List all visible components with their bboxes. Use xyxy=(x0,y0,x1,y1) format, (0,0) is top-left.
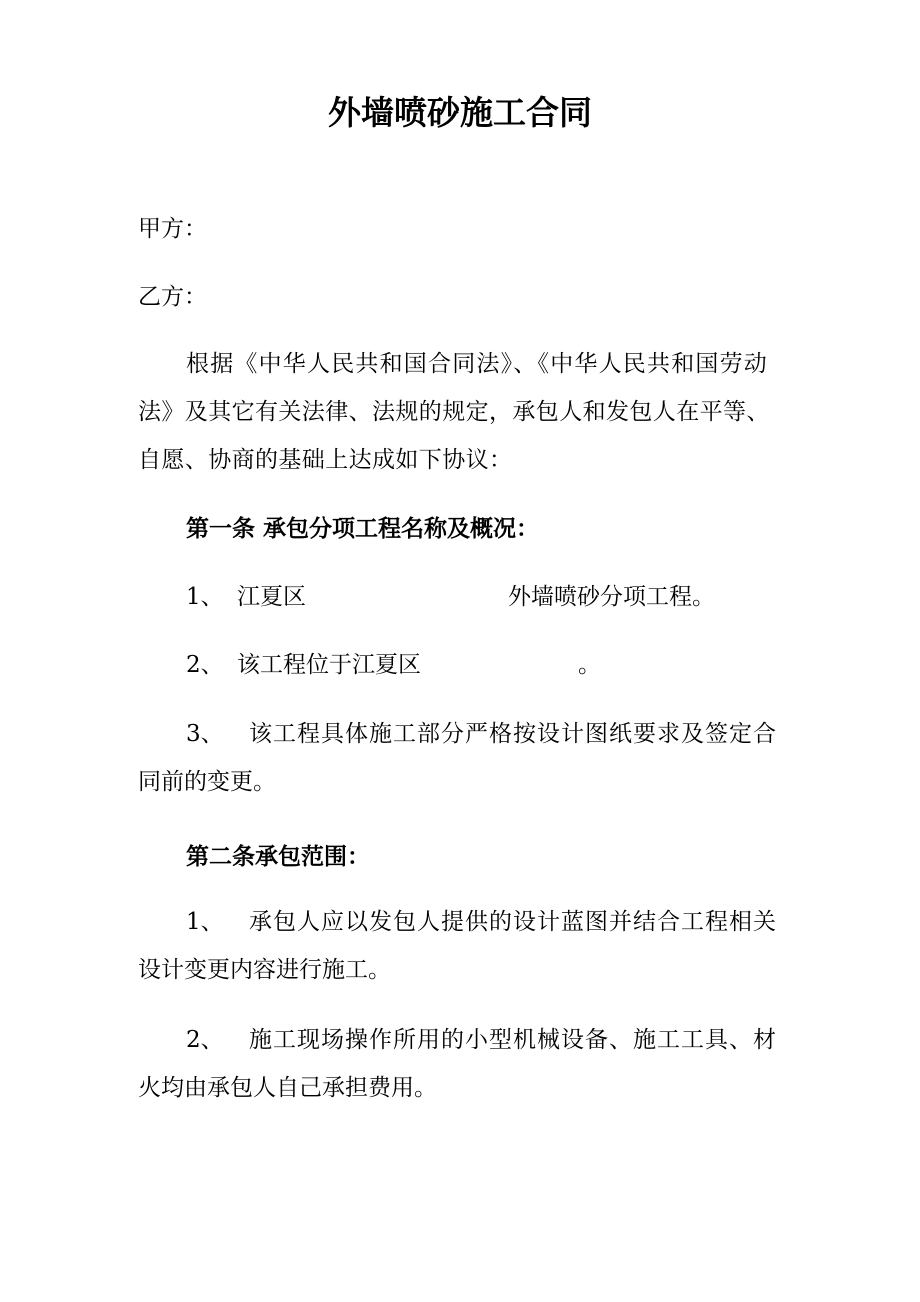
article-1-item-1-tail: 外墙喷砂分项工程。 xyxy=(508,584,715,610)
article-1-heading: 第一条 承包分项工程名称及概况： xyxy=(186,515,540,542)
preamble-line: 自愿、协商的基础上达成如下协议： xyxy=(138,447,513,473)
article-2-item-2-line: 火均由承包人自己承担费用。 xyxy=(138,1075,437,1101)
preamble-line: 根据《中华人民共和国合同法》、《中华人民共和国劳动 xyxy=(186,351,768,377)
article-1-item-3-number: 3、 xyxy=(186,721,224,747)
document-title: 外墙喷砂施工合同 xyxy=(328,93,592,132)
article-2-heading: 第二条承包范围： xyxy=(186,843,370,870)
article-1-item-3-line: 同前的变更。 xyxy=(138,769,276,795)
article-1-item-2-tail: 。 xyxy=(578,652,601,678)
preamble-line: 法》及其它有关法律、法规的规定，承包人和发包人在平等、 xyxy=(138,399,770,425)
party-a-label: 甲方： xyxy=(138,216,207,242)
article-2-item-2-number: 2、 xyxy=(186,1027,224,1053)
article-1-item-2-number: 2、 xyxy=(186,652,224,678)
article-2-item-1-number: 1、 xyxy=(186,909,224,935)
party-b-label: 乙方： xyxy=(138,284,207,310)
article-1-item-1-number: 1、 xyxy=(186,584,224,610)
article-2-item-2-line: 施工现场操作所用的小型机械设备、施工工具、材 xyxy=(249,1027,777,1053)
article-1-item-3-line: 该工程具体施工部分严格按设计图纸要求及签定合 xyxy=(249,721,777,747)
article-2-item-1-line: 设计变更内容进行施工。 xyxy=(138,957,391,983)
article-1-item-1-text: 江夏区 xyxy=(237,584,306,610)
article-2-item-1-line: 承包人应以发包人提供的设计蓝图并结合工程相关 xyxy=(249,909,777,935)
article-1-item-2-text: 该工程位于江夏区 xyxy=(237,652,421,678)
